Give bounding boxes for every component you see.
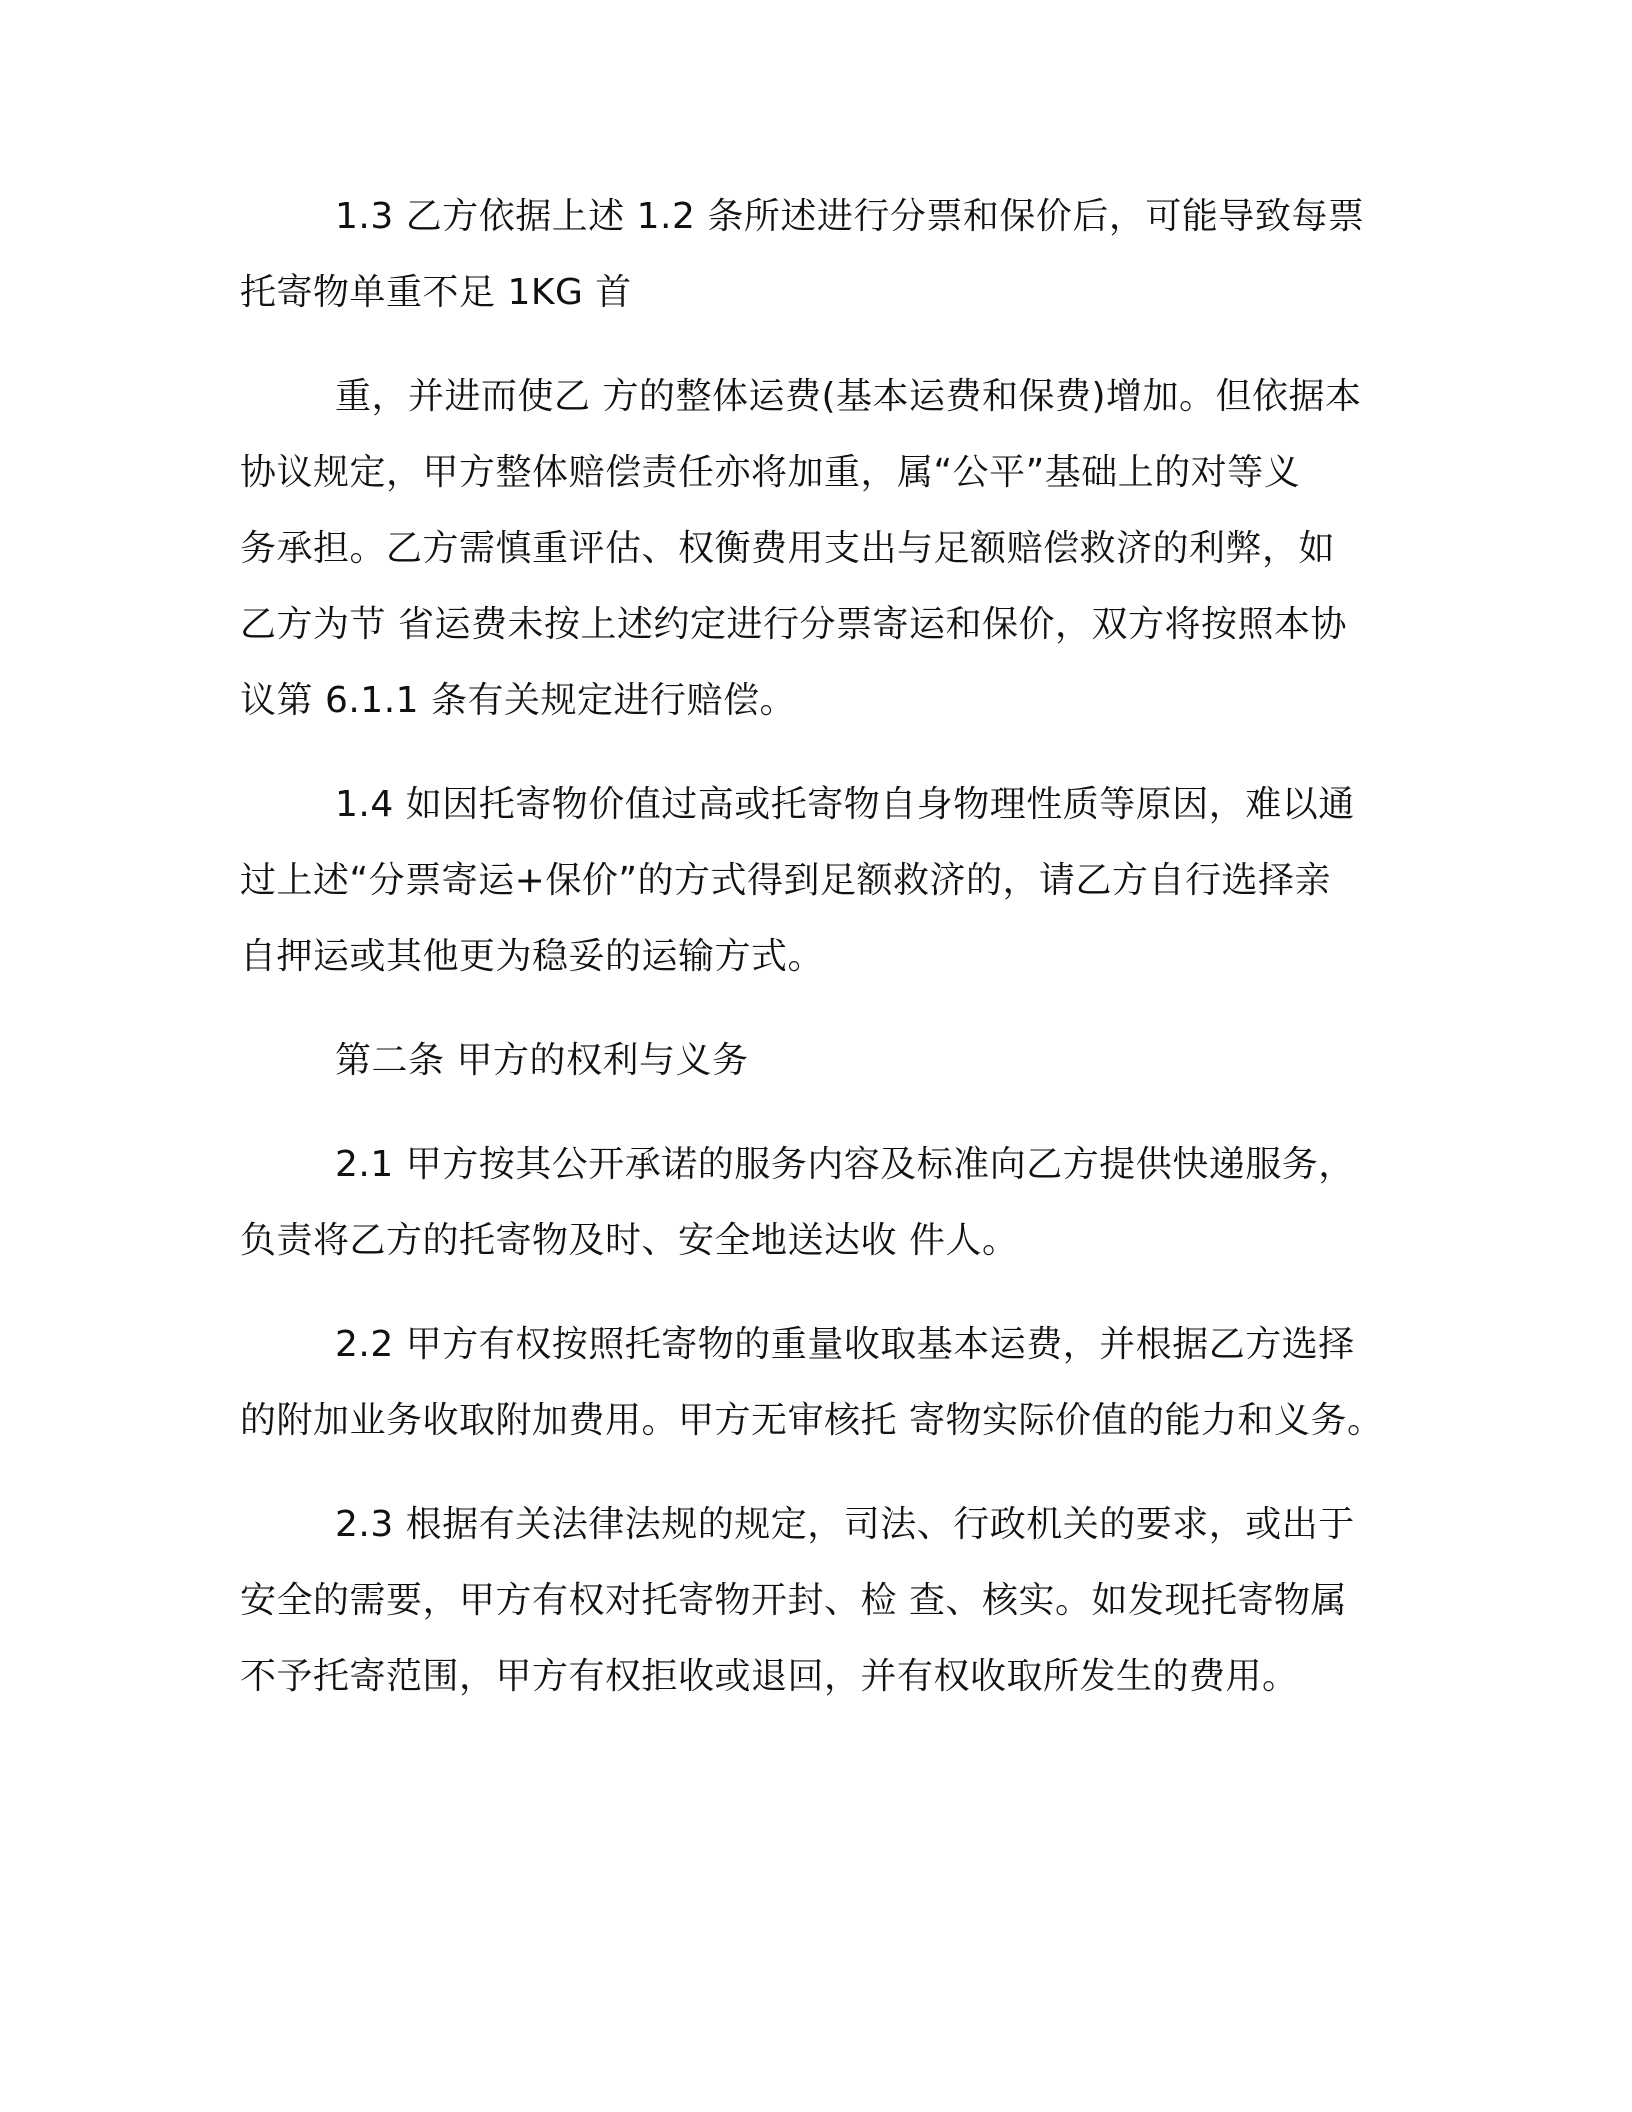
section-heading-article-2: 第二条 甲方的权利与义务 bbox=[335, 1040, 749, 1081]
paragraph-1-3-cont-line-4: 乙方为节 省运费未按上述约定进行分票寄运和保价，双方将按照本协 bbox=[240, 604, 1347, 645]
paragraph-2-3-line-1: 2.3 根据有关法律法规的规定，司法、行政机关的要求，或出于 bbox=[335, 1504, 1355, 1545]
paragraph-1-3-line-1: 1.3 乙方依据上述 1.2 条所述进行分票和保价后，可能导致每票 bbox=[335, 196, 1365, 237]
paragraph-1-4-line-1: 1.4 如因托寄物价值过高或托寄物自身物理性质等原因，难以通 bbox=[335, 784, 1355, 825]
paragraph-1-4-line-3: 自押运或其他更为稳妥的运输方式。 bbox=[240, 936, 825, 977]
paragraph-1-4-line-2: 过上述“分票寄运+保价”的方式得到足额救济的，请乙方自行选择亲 bbox=[240, 860, 1331, 901]
paragraph-1-3-line-2: 托寄物单重不足 1KG 首 bbox=[240, 272, 632, 313]
paragraph-2-1-line-2: 负责将乙方的托寄物及时、安全地送达收 件人。 bbox=[240, 1220, 1019, 1261]
paragraph-1-3-cont-line-1: 重，并进而使乙 方的整体运费(基本运费和保费)增加。但依据本 bbox=[335, 376, 1362, 417]
paragraph-2-3-line-2: 安全的需要，甲方有权对托寄物开封、检 查、核实。如发现托寄物属 bbox=[240, 1580, 1347, 1621]
paragraph-1-3-cont-line-5: 议第 6.1.1 条有关规定进行赔偿。 bbox=[240, 680, 796, 721]
paragraph-2-1-line-1: 2.1 甲方按其公开承诺的服务内容及标准向乙方提供快递服务， bbox=[335, 1144, 1355, 1185]
paragraph-1-3-cont-line-2: 协议规定，甲方整体赔偿责任亦将加重，属“公平”基础上的对等义 bbox=[240, 452, 1301, 493]
paragraph-2-2-line-1: 2.2 甲方有权按照托寄物的重量收取基本运费，并根据乙方选择 bbox=[335, 1324, 1355, 1365]
paragraph-2-3-line-3: 不予托寄范围，甲方有权拒收或退回，并有权收取所发生的费用。 bbox=[240, 1656, 1299, 1697]
paragraph-2-2-line-2: 的附加业务收取附加费用。甲方无审核托 寄物实际价值的能力和义务。 bbox=[240, 1400, 1384, 1441]
paragraph-1-3-cont-line-3: 务承担。乙方需慎重评估、权衡费用支出与足额赔偿救济的利弊，如 bbox=[240, 528, 1336, 569]
